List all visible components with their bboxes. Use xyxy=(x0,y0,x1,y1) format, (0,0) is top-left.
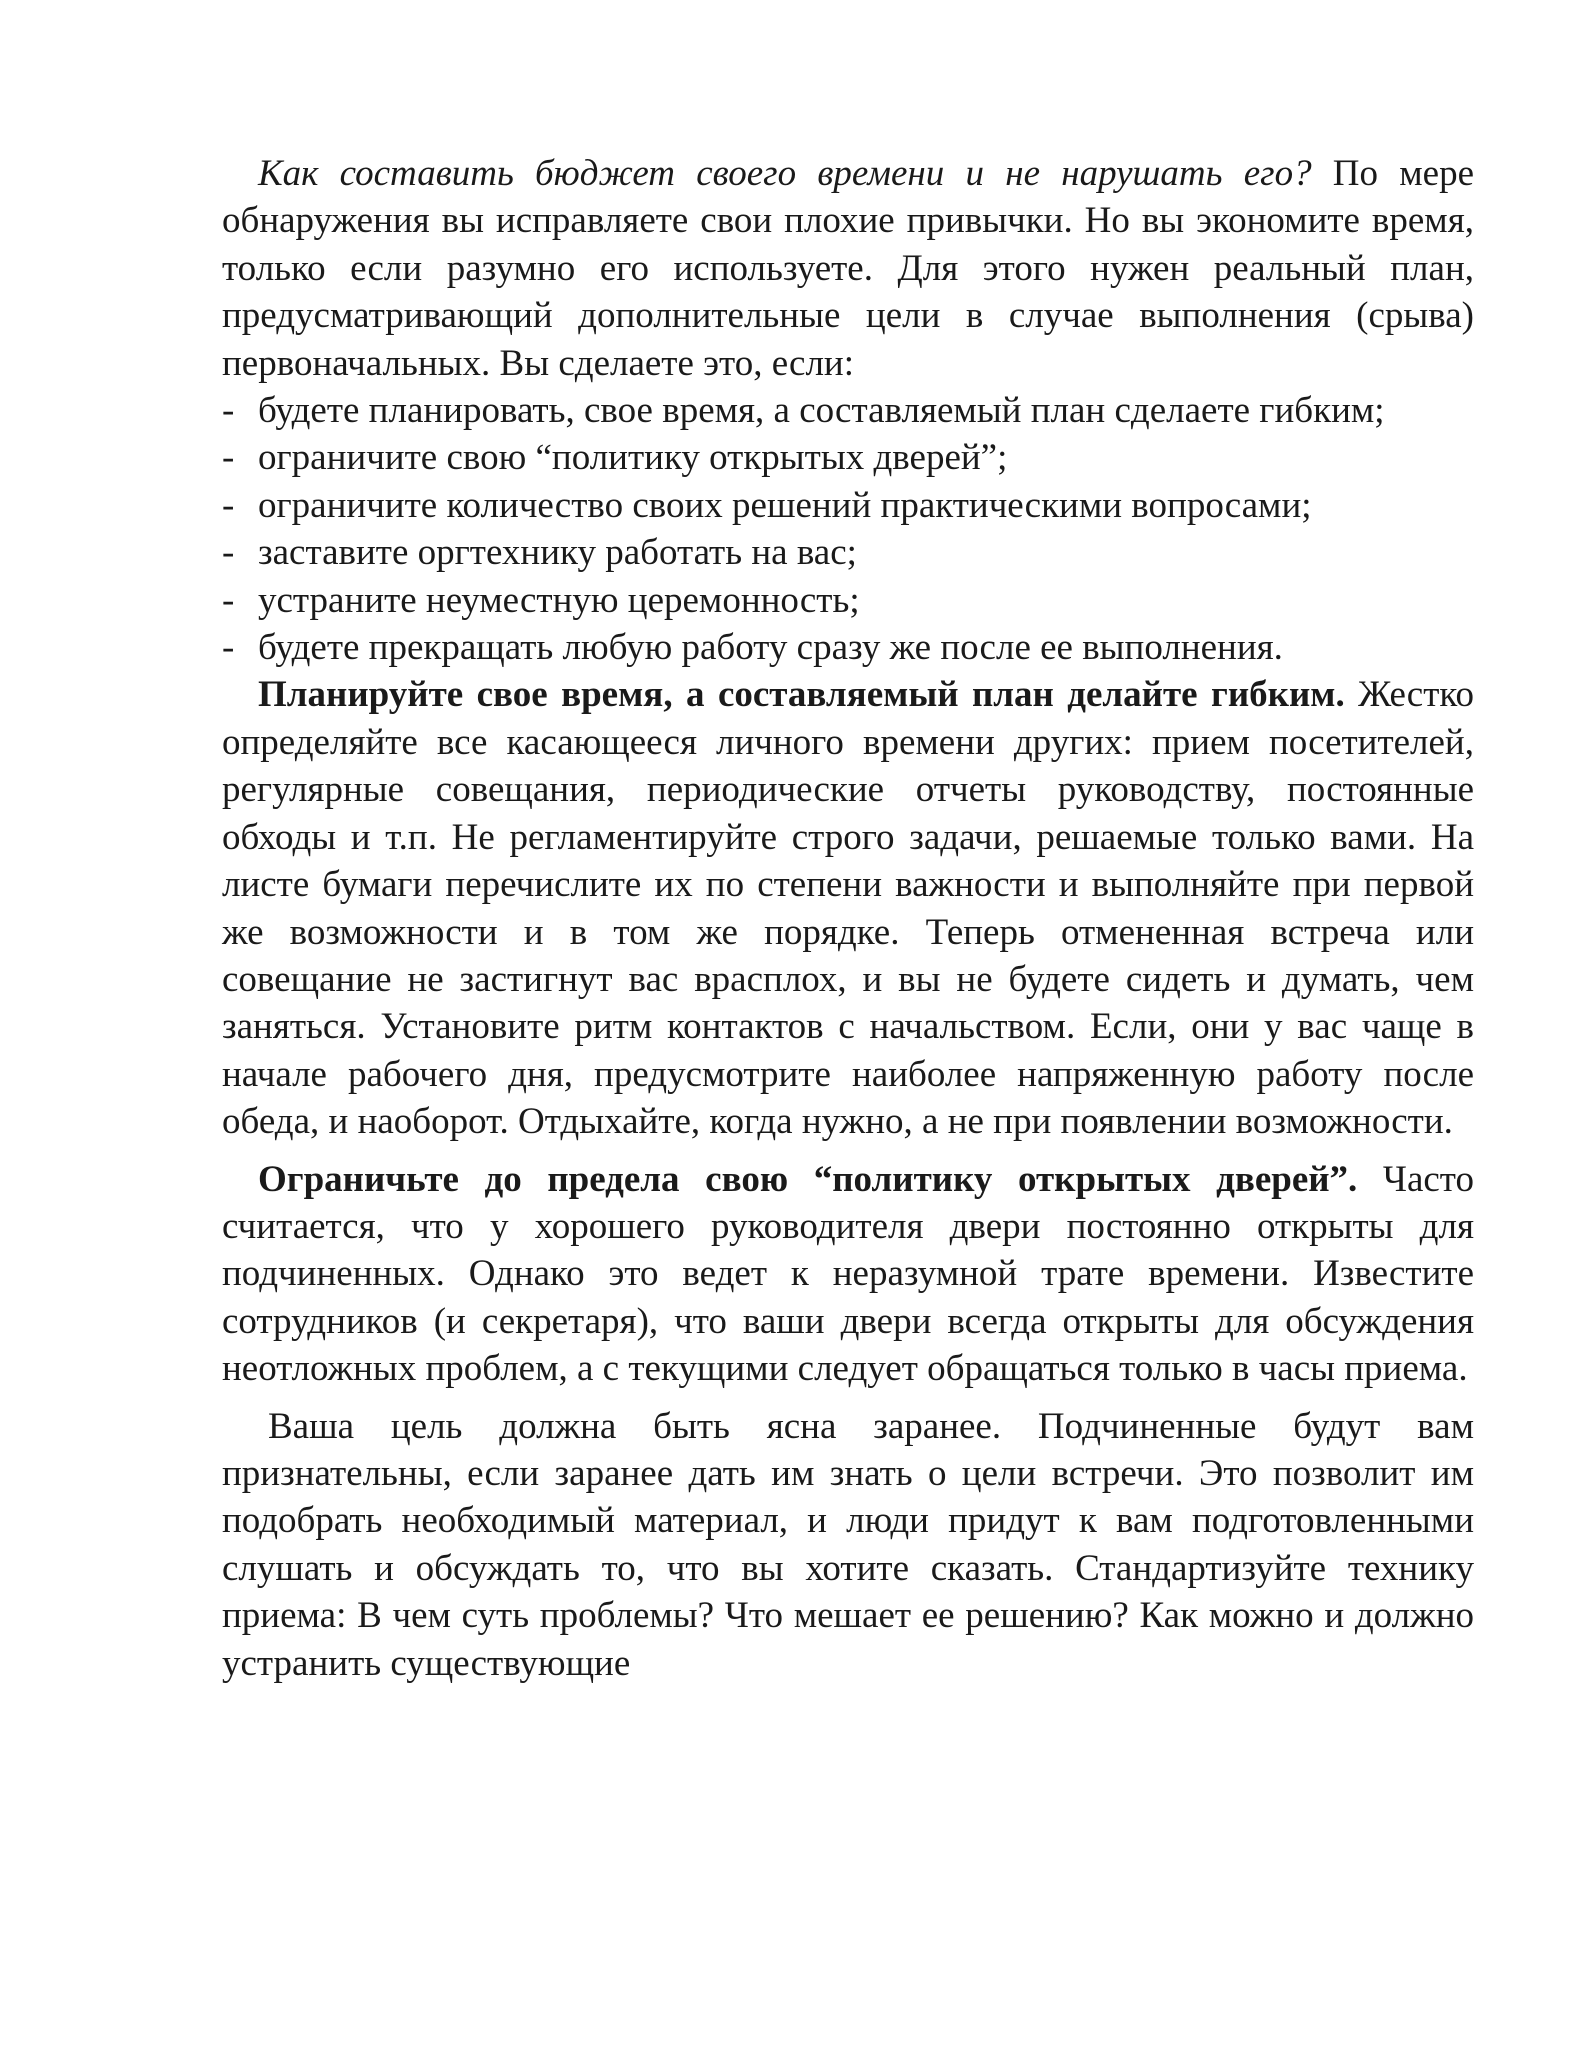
paragraph-open-doors-text: Часто считается, что у хорошего руководителя двери постоянно открыты для подчиненных. Однако это ведет к неразумной трате времени. Известите сотрудников (и секретаря), что ваши двери всегда открыты для обсуждения неотложных проблем, а с текущими следует обращаться только в часы приема. xyxy=(222,1158,1474,1390)
paragraph-meeting-goal: Ваша цель должна быть ясна заранее. Подчиненные будут вам признательны, если заранее дать им знать о цели встречи. Это позволит им подобрать необходимый материал, и люди придут к вам подготовленными слушать и обсуждать то, что вы хотите сказать. Стандартизуйте технику приема: В чем суть проблемы? Что мешает ее решению? Как можно и должно устранить существующие xyxy=(222,1405,1474,1684)
list-item-text: устраните неуместную церемонность; xyxy=(258,579,860,621)
paragraph-budget-time-question: Как составить бюджет своего времени и не нарушать его? xyxy=(258,153,1312,194)
paragraph-plan-time xyxy=(222,671,1474,1145)
list-item xyxy=(222,434,1474,481)
paragraph-budget-time xyxy=(222,150,1474,387)
paragraph-open-doors-heading: Ограничьте до предела свою “политику открытых дверей”. xyxy=(258,1158,1358,1200)
list-item-text: будете прекращать любую работу сразу же после ее выполнения. xyxy=(258,627,1283,669)
list-item-text: будете планировать, свое время, а составляемый план сделаете гибким; xyxy=(258,390,1385,432)
list-dash: - xyxy=(222,532,235,574)
list-dash: - xyxy=(222,484,235,526)
list-dash: - xyxy=(222,579,235,621)
document-page xyxy=(222,150,1474,1687)
paragraph-open-doors xyxy=(222,1156,1474,1393)
list-item xyxy=(222,529,1474,576)
list-item xyxy=(222,577,1474,624)
list-item xyxy=(222,482,1474,529)
paragraph-plan-time-text: Жестко определяйте все касающееся личного времени других: прием посетителей, регулярные совещания, периодические отчеты руководству, постоянные обходы и т.п. Не регламентируйте строго задачи, решаемые только вами. На листе бумаги перечислите их по степени важности и выполняйте при первой же возможности и в том же порядке. Теперь отмененная встреча или совещание не застигнут вас врасплох, и вы не будете сидеть и думать, чем заняться. Установите ритм контактов с начальством. Если, они у вас чаще в начале рабочего дня, предусмотрите наиболее напряженную работу после обеда, и наоборот. Отдыхайте, когда нужно, а не при появлении возможности. xyxy=(222,674,1474,1143)
list-item-text: заставите оргтехнику работать на вас; xyxy=(258,532,857,574)
list-dash: - xyxy=(222,390,235,432)
paragraph-plan-time-heading: Планируйте свое время, а составляемый план делайте гибким. xyxy=(258,674,1345,716)
list-item-text: ограничите количество своих решений практическими вопросами; xyxy=(258,484,1312,526)
paragraph-budget-time-text: По мере обнаружения вы исправляете свои плохие привычки. Но вы экономите время, только если разумно его используете. Для этого нужен реальный план, предусматривающий дополнительные цели в случае выполнения (срыва) первоначальных. Вы сделаете это, если: xyxy=(222,153,1474,384)
list-item-text: ограничите свою “политику открытых дверей”; xyxy=(258,437,1008,479)
list-dash: - xyxy=(222,627,235,669)
list-dash: - xyxy=(222,437,235,479)
recommendations-list xyxy=(222,387,1474,671)
list-item xyxy=(222,624,1474,671)
list-item xyxy=(222,387,1474,434)
